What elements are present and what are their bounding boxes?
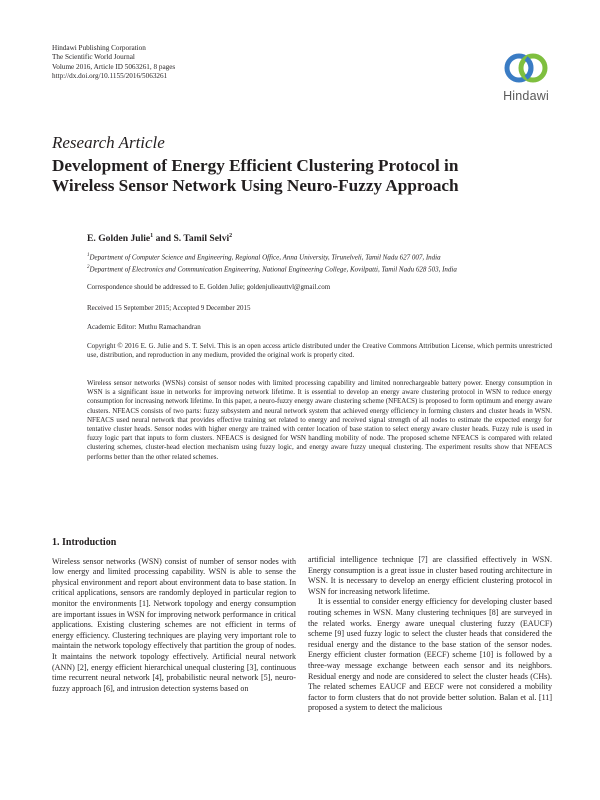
- affiliation-1: [87, 253, 441, 261]
- author-2-affiliation-mark: 2: [229, 233, 233, 239]
- copyright-notice: Copyright © 2016 E. G. Julie and S. T. Selvi. This is an open access article distributed under the Creative Commons Attribution License, which permits unrestricted use, distribution, and reproduction in any medium, provided the original work is properly cited.: [87, 342, 552, 360]
- affiliation-2-mark: 2: [87, 265, 90, 270]
- hindawi-logo: [495, 48, 557, 106]
- doi-link[interactable]: http://dx.doi.org/10.1155/2016/5063261: [52, 71, 168, 80]
- article-type: Research Article: [52, 133, 165, 152]
- author-1: E. Golden Julie: [87, 233, 151, 245]
- title-line-2: Wireless Sensor Network Using Neuro-Fuzzy Approach: [52, 176, 459, 195]
- author-conjunction: and: [153, 233, 174, 245]
- intro-paragraph-1: Wireless sensor networks (WSN) consist of number of sensor nodes with low energy and limited processing capability. WSN is able to sense the physical environment and report about environment data to base station. In critical applications, sensors are randomly deployed in particular region to monitor the environments [1]. Network topology and energy consumption are important issues in WSN for improving network performance in critical applications. Existing clustering schemes are not efficient in terms of energy efficiency. Clustering techniques are playing very important role to maintain the network topology effectively that partition the group of nodes. It maintains the network topology effectively. Artificial neural network (ANN) [2], energy efficient hierarchical unequal clustering [3], continuous time recurrent neural network [4], probabilistic neural network [5], neuro-fuzzy approach [6], and intrusion detection systems based on: [52, 556, 296, 693]
- intro-paragraph-2: It is essential to consider energy efficiency for developing cluster based routing schemes in WSN. Many clustering techniques [8] are surveyed in the related works. Energy aware unequal clustering fuzzy (EAUCF) scheme [9] used fuzzy logic to select the cluster heads that considered the residual energy and the distance to the base station of the sensor nodes. Energy efficient cluster formation (EECF) scheme [10] is followed by a three-way message exchange between each sensor and its neighbors. Residual energy and node are considered to select the cluster heads (CHs). The related schemes EAUCF and EECF were not considered a mobility factor to form clusters that do not provide better solution. Balan et al. [11] proposed a system to detect the malicious: [308, 597, 552, 713]
- paper-title: [52, 156, 552, 196]
- section-heading: 1. Introduction: [52, 537, 117, 548]
- hindawi-rings-icon: [503, 48, 549, 88]
- author-2: S. Tamil Selvi: [173, 233, 230, 245]
- correspondence: Correspondence should be addressed to E. Golden Julie; goldenjulieauttvl@gmail.com: [87, 283, 331, 291]
- author-1-affiliation-mark: 1: [150, 233, 154, 239]
- received-accepted-dates: Received 15 September 2015; Accepted 9 December 2015: [87, 304, 251, 312]
- journal-name: The Scientific World Journal: [52, 53, 135, 62]
- right-column: [308, 555, 552, 714]
- left-column: [52, 538, 296, 694]
- author-list: [87, 233, 232, 244]
- affiliation-2-text: Department of Electronics and Communication Engineering, National Engineering College, Kovilpatti, Tamil Nadu 628 503, India: [89, 265, 457, 274]
- logo-wordmark: Hindawi: [503, 89, 549, 103]
- publication-info: [52, 44, 175, 81]
- title-line-1: Development of Energy Efficient Clustering Protocol in: [52, 156, 459, 175]
- affiliation-1-text: Department of Computer Science and Engineering, Regional Office, Anna University, Tirunelveli, Tamil Nadu 627 007, India: [89, 253, 441, 262]
- publisher-name: Hindawi Publishing Corporation: [52, 44, 146, 52]
- intro-paragraph-1-continued: artificial intelligence technique [7] are classified effectively in WSN. Energy consumption is a great issue in cluster based routing architecture in WSN. It is necessary to develop an energy efficient clustering protocol in WSN for increasing network lifetime.: [308, 555, 552, 596]
- affiliation-1-mark: 1: [87, 253, 90, 258]
- volume-info: Volume 2016, Article ID 5063261, 8 pages: [52, 62, 176, 71]
- affiliation-2: [87, 265, 457, 273]
- abstract: Wireless sensor networks (WSNs) consist of sensor nodes with limited processing capability and limited nonrechargeable battery power. Energy consumption in WSN is a significant issue in networks for improving network lifetime. It is essential to develop an energy aware clustering protocol in WSN to reduce energy consumption for increasing network lifetime. In this paper, a neuro-fuzzy energy aware clustering scheme (NFEACS) is proposed to form optimum and energy aware clusters. NFEACS consists of two parts: fuzzy subsystem and neural network system that achieved energy efficiency in forming clusters and cluster heads in WSN. NFEACS used neural network that provides effective training set related to energy and received signal strength of all nodes to estimate the expected energy for tentative cluster heads. Sensor nodes with higher energy are trained with center location of base station to select energy aware cluster heads. Fuzzy rule is used in fuzzy logic part that inputs to form clusters. NFEACS is designed for WSN handling mobility of node. The proposed scheme NFEACS is compared with related clustering schemes, cluster-head election mechanism using fuzzy logic, and energy aware fuzzy unequal clustering. The experiment results show that NFEACS performs better than the other related schemes.: [87, 379, 552, 461]
- academic-editor: Academic Editor: Muthu Ramachandran: [87, 323, 201, 331]
